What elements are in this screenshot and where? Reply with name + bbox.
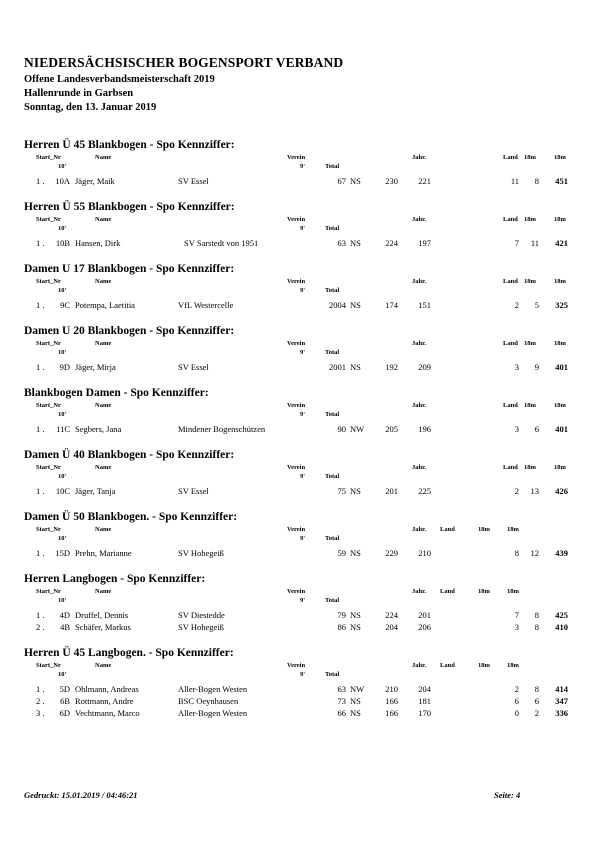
rank: 1 . xyxy=(36,548,45,558)
total-score: 410 xyxy=(555,622,568,632)
club-name: SV Diestedde xyxy=(178,610,225,620)
round-1-score: 166 xyxy=(385,708,398,718)
tens-count: 2 xyxy=(514,486,519,496)
col-header-9: 9' xyxy=(300,349,306,356)
col-header-18m-b: 18m xyxy=(507,526,519,533)
total-score: 425 xyxy=(555,610,568,620)
page-subtitle: Offene Landesverbandsmeisterschaft 2019 xyxy=(24,74,215,85)
round-1-score: 205 xyxy=(385,424,398,434)
tens-count: 8 xyxy=(514,548,519,558)
start-number: 4B xyxy=(60,622,70,632)
col-header-start-nr: Start_Nr xyxy=(36,662,61,669)
total-score: 439 xyxy=(555,548,568,558)
nines-count: 2 xyxy=(534,708,539,718)
round-2-score: 209 xyxy=(418,362,431,372)
club-name: Aller-Bogen Westen xyxy=(178,684,248,694)
col-header-9: 9' xyxy=(300,163,306,170)
col-header-total: Total xyxy=(325,473,340,480)
round-2-score: 201 xyxy=(418,610,431,620)
section-title: Damen U 20 Blankbogen - Spo Kennziffer: xyxy=(24,325,235,337)
col-header-9: 9' xyxy=(300,473,306,480)
round-2-score: 210 xyxy=(418,548,431,558)
col-header-jahr: Jahr. xyxy=(412,464,427,471)
club-name: Mindener Bogenschützen xyxy=(178,424,266,434)
col-header-18m-b: 18m xyxy=(554,278,566,285)
col-header-9: 9' xyxy=(300,225,306,232)
col-header-10: 10' xyxy=(58,225,67,232)
round-name: Hallenrunde in Garbsen xyxy=(24,88,134,99)
col-header-name: Name xyxy=(95,464,112,471)
section-title: Blankbogen Damen - Spo Kennziffer: xyxy=(24,387,209,399)
club-name: SV Hohegeiß xyxy=(178,548,224,558)
round-1-score: 224 xyxy=(385,610,398,620)
col-header-verein: Verein xyxy=(287,526,306,533)
section-title: Damen Ü 50 Blankbogen. - Spo Kennziffer: xyxy=(24,511,238,523)
start-number: 15D xyxy=(55,548,70,558)
col-header-18m-a: 18m xyxy=(524,216,536,223)
code: 75 xyxy=(337,486,346,496)
athlete-name: Segbers, Jana xyxy=(75,424,122,434)
col-header-10: 10' xyxy=(58,473,67,480)
round-2-score: 196 xyxy=(418,424,431,434)
col-header-18m-a: 18m xyxy=(524,402,536,409)
athlete-name: Hansen, Dirk xyxy=(75,238,121,248)
athlete-name: Vechtmann, Marco xyxy=(75,708,140,718)
tens-count: 2 xyxy=(514,300,519,310)
section-title: Herren Ü 45 Blankbogen - Spo Kennziffer: xyxy=(24,139,235,151)
round-1-score: 201 xyxy=(385,486,398,496)
col-header-jahr: Jahr. xyxy=(412,588,427,595)
col-header-18m-b: 18m xyxy=(554,216,566,223)
total-score: 421 xyxy=(555,238,568,248)
col-header-jahr: Jahr. xyxy=(412,402,427,409)
col-header-total: Total xyxy=(325,349,340,356)
nines-count: 6 xyxy=(534,424,539,434)
start-number: 6B xyxy=(60,696,70,706)
event-date: Sonntag, den 13. Januar 2019 xyxy=(24,102,157,113)
total-score: 325 xyxy=(555,300,568,310)
club-name: VfL Westercelle xyxy=(178,300,234,310)
col-header-9: 9' xyxy=(300,597,306,604)
rank: 1 . xyxy=(36,684,45,694)
tens-count: 6 xyxy=(514,696,519,706)
round-2-score: 170 xyxy=(418,708,431,718)
round-2-score: 197 xyxy=(418,238,431,248)
athlete-name: Rottmann, Andre xyxy=(75,696,134,706)
col-header-name: Name xyxy=(95,526,112,533)
col-header-18m-b: 18m xyxy=(554,402,566,409)
col-header-start-nr: Start_Nr xyxy=(36,216,61,223)
tens-count: 3 xyxy=(514,424,519,434)
round-2-score: 181 xyxy=(418,696,431,706)
land: NS xyxy=(350,696,361,706)
col-header-verein: Verein xyxy=(287,154,306,161)
col-header-10: 10' xyxy=(58,163,67,170)
col-header-18m-a: 18m xyxy=(524,154,536,161)
col-header-land: Land xyxy=(503,464,518,471)
land: NW xyxy=(350,684,365,694)
round-2-score: 221 xyxy=(418,176,431,186)
col-header-jahr: Jahr. xyxy=(412,526,427,533)
nines-count: 12 xyxy=(530,548,539,558)
col-header-10: 10' xyxy=(58,349,67,356)
col-header-jahr: Jahr. xyxy=(412,278,427,285)
club-name: SV Hohegeiß xyxy=(178,622,224,632)
page-number: Seite: 4 xyxy=(494,790,521,800)
col-header-total: Total xyxy=(325,163,340,170)
col-header-9: 9' xyxy=(300,671,306,678)
col-header-start-nr: Start_Nr xyxy=(36,402,61,409)
code: 2001 xyxy=(329,362,346,372)
col-header-name: Name xyxy=(95,278,112,285)
section-title: Herren Ü 45 Langbogen. - Spo Kennziffer: xyxy=(24,647,234,659)
col-header-10: 10' xyxy=(58,597,67,604)
total-score: 426 xyxy=(555,486,568,496)
total-score: 347 xyxy=(555,696,568,706)
land: NS xyxy=(350,300,361,310)
land: NS xyxy=(350,548,361,558)
col-header-jahr: Jahr. xyxy=(412,662,427,669)
athlete-name: Schäfer, Markus xyxy=(75,622,131,632)
round-2-score: 151 xyxy=(418,300,431,310)
col-header-jahr: Jahr. xyxy=(412,216,427,223)
nines-count: 9 xyxy=(534,362,539,372)
section-title: Herren Langbogen - Spo Kennziffer: xyxy=(24,573,206,585)
col-header-10: 10' xyxy=(58,671,67,678)
col-header-jahr: Jahr. xyxy=(412,154,427,161)
col-header-10: 10' xyxy=(58,535,67,542)
round-1-score: 230 xyxy=(385,176,398,186)
start-number: 11C xyxy=(56,424,70,434)
club-name: SV Essel xyxy=(178,486,209,496)
col-header-verein: Verein xyxy=(287,464,306,471)
rank: 2 . xyxy=(36,622,45,632)
code: 63 xyxy=(337,684,346,694)
tens-count: 11 xyxy=(510,176,519,186)
start-number: 10A xyxy=(55,176,70,186)
col-header-start-nr: Start_Nr xyxy=(36,278,61,285)
round-1-score: 192 xyxy=(385,362,398,372)
rank: 3 . xyxy=(36,708,45,718)
col-header-start-nr: Start_Nr xyxy=(36,154,61,161)
col-header-total: Total xyxy=(325,287,340,294)
code: 73 xyxy=(337,696,346,706)
col-header-9: 9' xyxy=(300,535,306,542)
land: NS xyxy=(350,622,361,632)
nines-count: 8 xyxy=(534,684,539,694)
col-header-18m-b: 18m xyxy=(554,154,566,161)
col-header-verein: Verein xyxy=(287,662,306,669)
start-number: 9C xyxy=(60,300,70,310)
rank: 1 . xyxy=(36,300,45,310)
code: 59 xyxy=(337,548,346,558)
tens-count: 2 xyxy=(514,684,519,694)
col-header-18m-b: 18m xyxy=(507,662,519,669)
nines-count: 8 xyxy=(534,176,539,186)
tens-count: 3 xyxy=(514,622,519,632)
club-name: BSC Oeynhausen xyxy=(178,696,239,706)
round-1-score: 204 xyxy=(385,622,398,632)
col-header-total: Total xyxy=(325,671,340,678)
col-header-start-nr: Start_Nr xyxy=(36,588,61,595)
club-name: SV Sarstedt von 1951 xyxy=(184,238,259,248)
start-number: 9D xyxy=(59,362,70,372)
col-header-land: Land xyxy=(503,402,518,409)
rank: 1 . xyxy=(36,610,45,620)
col-header-name: Name xyxy=(95,340,112,347)
total-score: 336 xyxy=(555,708,568,718)
col-header-land: Land xyxy=(503,154,518,161)
rank: 1 . xyxy=(36,486,45,496)
round-2-score: 204 xyxy=(418,684,431,694)
athlete-name: Jäger, Tanja xyxy=(75,486,116,496)
club-name: Aller-Bogen Westen xyxy=(178,708,248,718)
rank: 2 . xyxy=(36,696,45,706)
round-1-score: 210 xyxy=(385,684,398,694)
land: NW xyxy=(350,424,365,434)
col-header-name: Name xyxy=(95,402,112,409)
col-header-land: Land xyxy=(440,662,455,669)
code: 66 xyxy=(337,708,346,718)
col-header-verein: Verein xyxy=(287,588,306,595)
col-header-verein: Verein xyxy=(287,402,306,409)
code: 86 xyxy=(337,622,346,632)
land: NS xyxy=(350,486,361,496)
rank: 1 . xyxy=(36,362,45,372)
land: NS xyxy=(350,362,361,372)
col-header-18m-a: 18m xyxy=(524,464,536,471)
col-header-18m-a: 18m xyxy=(524,278,536,285)
col-header-18m-b: 18m xyxy=(554,464,566,471)
col-header-total: Total xyxy=(325,225,340,232)
total-score: 401 xyxy=(555,424,568,434)
section-title: Herren Ü 55 Blankbogen - Spo Kennziffer: xyxy=(24,201,235,213)
nines-count: 8 xyxy=(534,622,539,632)
land: NS xyxy=(350,176,361,186)
col-header-verein: Verein xyxy=(287,340,306,347)
col-header-name: Name xyxy=(95,588,112,595)
athlete-name: Ohlmann, Andreas xyxy=(75,684,139,694)
start-number: 10B xyxy=(55,238,70,248)
total-score: 401 xyxy=(555,362,568,372)
col-header-name: Name xyxy=(95,216,112,223)
total-score: 451 xyxy=(555,176,568,186)
col-header-10: 10' xyxy=(58,411,67,418)
start-number: 6D xyxy=(59,708,70,718)
col-header-jahr: Jahr. xyxy=(412,340,427,347)
land: NS xyxy=(350,238,361,248)
land: NS xyxy=(350,708,361,718)
col-header-land: Land xyxy=(440,588,455,595)
code: 90 xyxy=(337,424,346,434)
club-name: SV Essel xyxy=(178,362,209,372)
athlete-name: Jäger, Maik xyxy=(75,176,115,186)
nines-count: 11 xyxy=(530,238,539,248)
col-header-land: Land xyxy=(503,278,518,285)
code: 63 xyxy=(337,238,346,248)
code: 2004 xyxy=(329,300,346,310)
col-header-18m-a: 18m xyxy=(478,662,490,669)
code: 79 xyxy=(337,610,346,620)
start-number: 4D xyxy=(59,610,70,620)
col-header-name: Name xyxy=(95,662,112,669)
total-score: 414 xyxy=(555,684,568,694)
nines-count: 6 xyxy=(534,696,539,706)
nines-count: 13 xyxy=(530,486,539,496)
tens-count: 3 xyxy=(514,362,519,372)
round-2-score: 206 xyxy=(418,622,431,632)
athlete-name: Prehn, Marianne xyxy=(75,548,132,558)
col-header-total: Total xyxy=(325,535,340,542)
tens-count: 7 xyxy=(514,238,519,248)
start-number: 5D xyxy=(59,684,70,694)
col-header-total: Total xyxy=(325,411,340,418)
col-header-9: 9' xyxy=(300,411,306,418)
nines-count: 8 xyxy=(534,610,539,620)
col-header-total: Total xyxy=(325,597,340,604)
col-header-start-nr: Start_Nr xyxy=(36,464,61,471)
printed-timestamp: Gedruckt: 15.01.2019 / 04:46:21 xyxy=(24,790,138,800)
athlete-name: Druffel, Dennis xyxy=(75,610,129,620)
section-title: Damen U 17 Blankbogen - Spo Kennziffer: xyxy=(24,263,235,275)
col-header-9: 9' xyxy=(300,287,306,294)
rank: 1 . xyxy=(36,176,45,186)
athlete-name: Jäger, Mirja xyxy=(75,362,116,372)
col-header-land: Land xyxy=(503,216,518,223)
col-header-verein: Verein xyxy=(287,278,306,285)
round-2-score: 225 xyxy=(418,486,431,496)
tens-count: 0 xyxy=(514,708,519,718)
nines-count: 5 xyxy=(534,300,539,310)
start-number: 10C xyxy=(55,486,70,496)
round-1-score: 224 xyxy=(385,238,398,248)
col-header-18m-a: 18m xyxy=(478,526,490,533)
col-header-land: Land xyxy=(503,340,518,347)
col-header-start-nr: Start_Nr xyxy=(36,340,61,347)
col-header-start-nr: Start_Nr xyxy=(36,526,61,533)
section-title: Damen Ü 40 Blankbogen - Spo Kennziffer: xyxy=(24,449,235,461)
col-header-name: Name xyxy=(95,154,112,161)
athlete-name: Potempa, Laetitia xyxy=(75,300,135,310)
land: NS xyxy=(350,610,361,620)
round-1-score: 166 xyxy=(385,696,398,706)
col-header-18m-a: 18m xyxy=(478,588,490,595)
col-header-10: 10' xyxy=(58,287,67,294)
col-header-18m-b: 18m xyxy=(507,588,519,595)
col-header-land: Land xyxy=(440,526,455,533)
col-header-18m-a: 18m xyxy=(524,340,536,347)
col-header-verein: Verein xyxy=(287,216,306,223)
club-name: SV Essel xyxy=(178,176,209,186)
round-1-score: 174 xyxy=(385,300,398,310)
col-header-18m-b: 18m xyxy=(554,340,566,347)
round-1-score: 229 xyxy=(385,548,398,558)
page-title: NIEDERSÄCHSISCHER BOGENSPORT VERBAND xyxy=(24,55,344,70)
rank: 1 . xyxy=(36,238,45,248)
code: 67 xyxy=(337,176,346,186)
tens-count: 7 xyxy=(514,610,519,620)
rank: 1 . xyxy=(36,424,45,434)
